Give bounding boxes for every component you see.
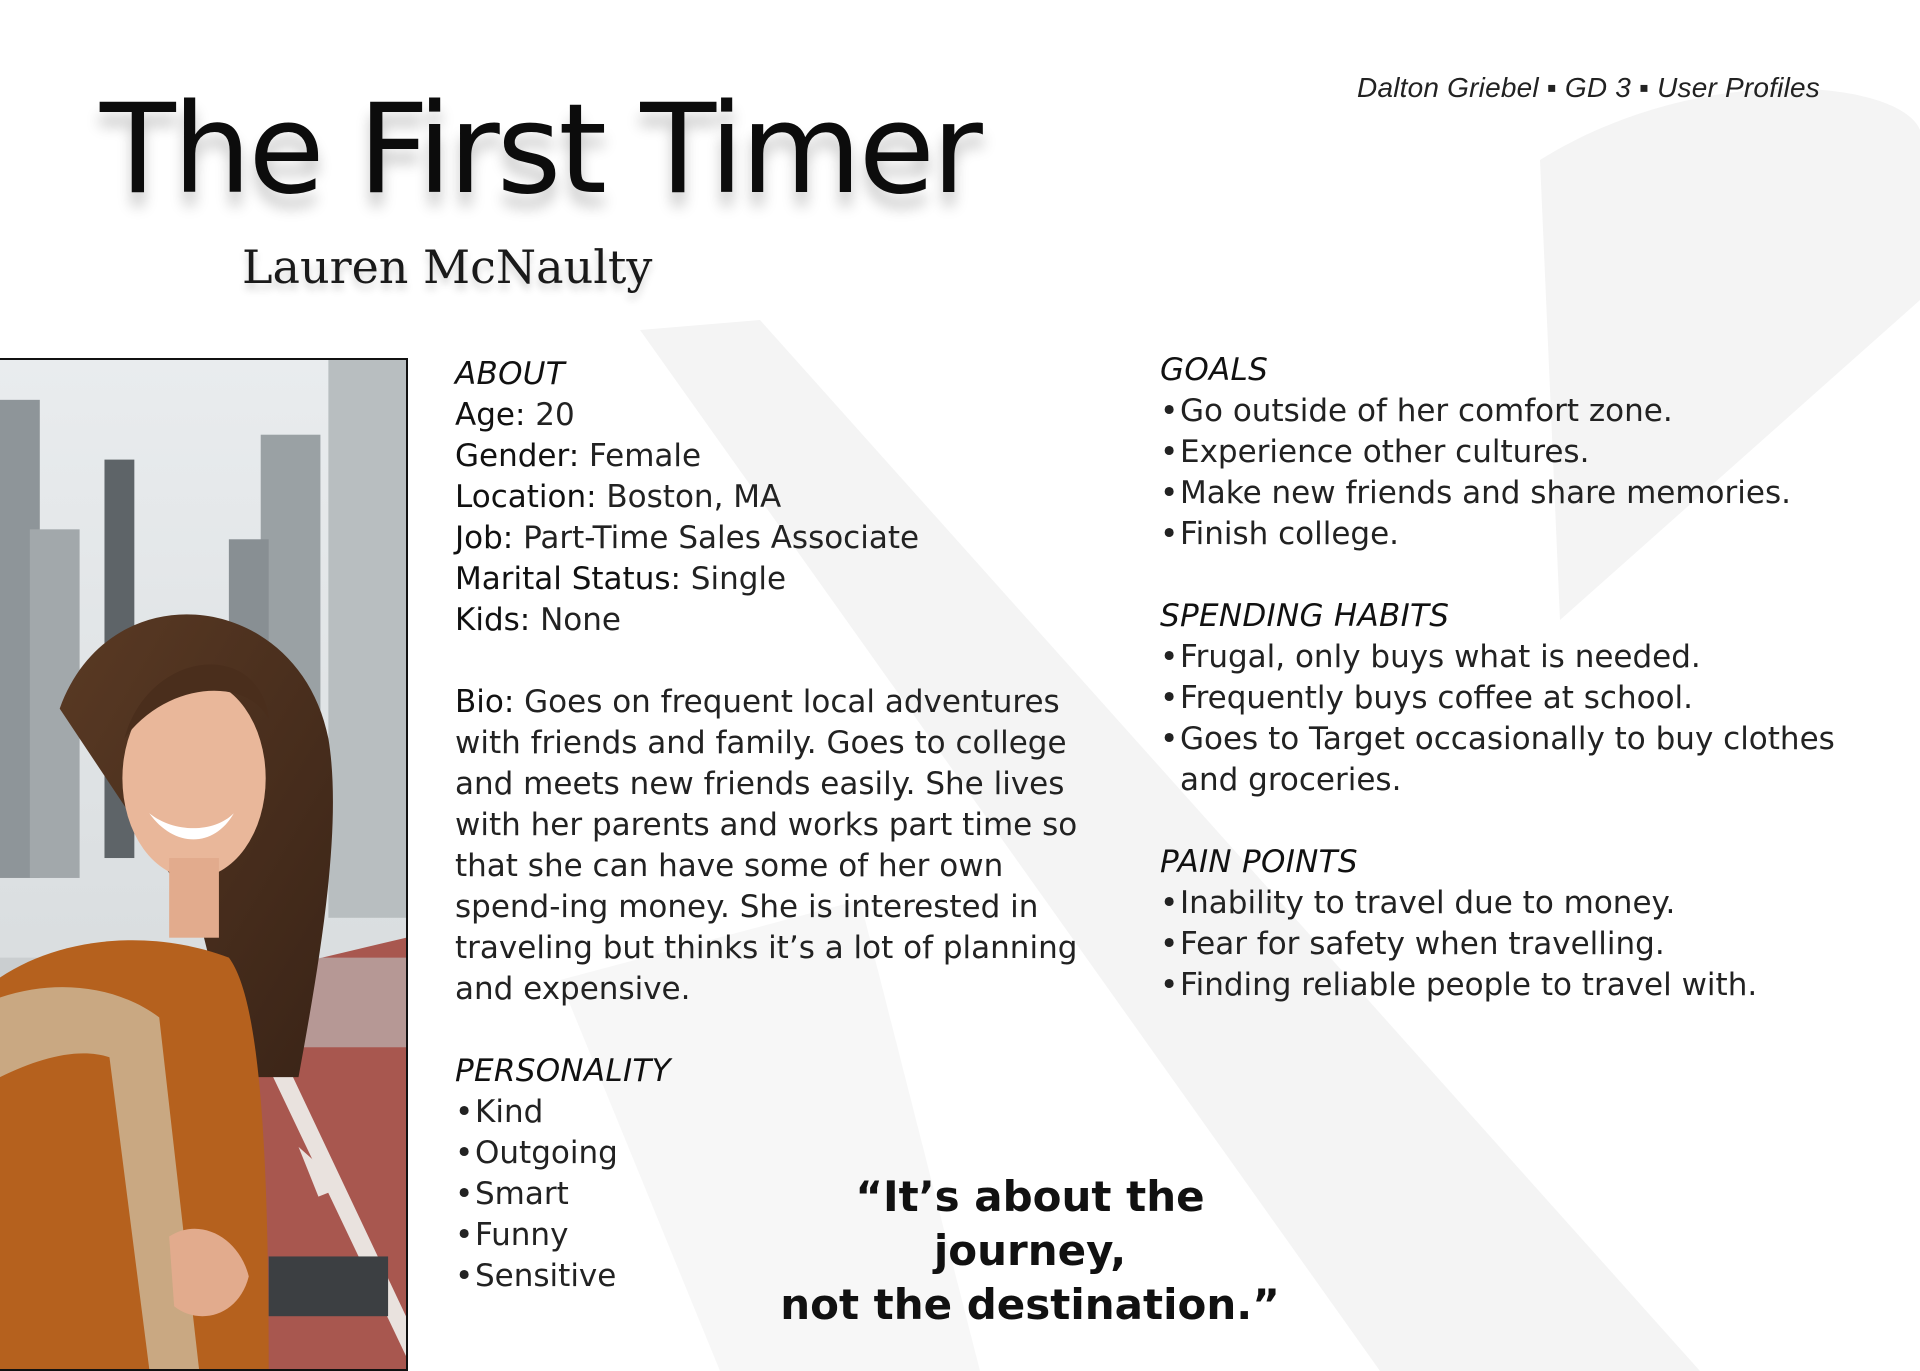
about-heading: ABOUT — [455, 356, 565, 392]
field-value: 20 — [525, 397, 575, 433]
list-item: • Experience other cultures. — [1160, 434, 1590, 470]
field-key: Location: — [455, 479, 597, 515]
list-item: • Sensitive — [455, 1258, 617, 1294]
list-item: • Finish college. — [1160, 516, 1400, 552]
list-item: • Fear for safety when travelling. — [1160, 926, 1665, 962]
field-key: Gender: — [455, 438, 580, 474]
field-value: Boston, MA — [596, 479, 782, 515]
page-title: The First Timer — [100, 78, 980, 222]
list-item: • Kind — [455, 1094, 544, 1130]
persona-name: Lauren McNaulty — [242, 240, 653, 294]
spending-habits-heading: SPENDING HABITS — [1160, 598, 1450, 634]
quote-line: not the destination.” — [780, 1280, 1280, 1329]
field-kids — [455, 600, 1115, 641]
author-credit: Dalton Griebel ▪ GD 3 ▪ User Profiles — [1357, 72, 1820, 103]
list-item: • Make new friends and share memories. — [1160, 475, 1791, 511]
quote-line: “It’s about the journey, — [855, 1172, 1205, 1275]
field-job — [455, 518, 1115, 559]
list-item: • Frequently buys coffee at school. — [1160, 680, 1694, 716]
field-location — [455, 477, 1115, 518]
bio-text: Goes on frequent local adventures with friends and family. Goes to college and meets new friends easily. She lives with her parents and works part time so that she can have some of her own spend-ing money. She is interested in traveling but thinks it’s a lot of planning and expensive. — [455, 684, 1078, 1007]
list-item: • Funny — [455, 1217, 569, 1253]
bio-paragraph — [455, 682, 1115, 1010]
field-value: Female — [579, 438, 702, 474]
field-key: Marital Status: — [455, 561, 681, 597]
persona-quote — [770, 1170, 1290, 1332]
list-item: • Smart — [455, 1176, 569, 1212]
pain-points-heading: PAIN POINTS — [1160, 844, 1358, 880]
list-item: • Goes to Target occasionally to buy clothes and groceries. — [1160, 721, 1835, 798]
list-item: • Outgoing — [455, 1135, 618, 1171]
personality-heading: PERSONALITY — [455, 1053, 671, 1089]
field-key: Age: — [455, 397, 526, 433]
field-gender — [455, 436, 1115, 477]
right-column — [1160, 350, 1860, 1006]
field-value: Part-Time Sales Associate — [513, 520, 920, 556]
list-item: • Frugal, only buys what is needed. — [1160, 639, 1701, 675]
field-value: None — [530, 602, 621, 638]
field-key: Kids: — [455, 602, 531, 638]
bio-key: Bio: — [455, 684, 515, 720]
field-value: Single — [680, 561, 787, 597]
list-item: • Go outside of her comfort zone. — [1160, 393, 1673, 429]
left-column — [455, 354, 1115, 1297]
list-item: • Finding reliable people to travel with. — [1160, 967, 1758, 1003]
goals-heading: GOALS — [1160, 352, 1269, 388]
field-marital-status — [455, 559, 1115, 600]
persona-photo — [0, 358, 408, 1371]
field-age — [455, 395, 1115, 436]
list-item: • Inability to travel due to money. — [1160, 885, 1676, 921]
field-key: Job: — [455, 520, 514, 556]
